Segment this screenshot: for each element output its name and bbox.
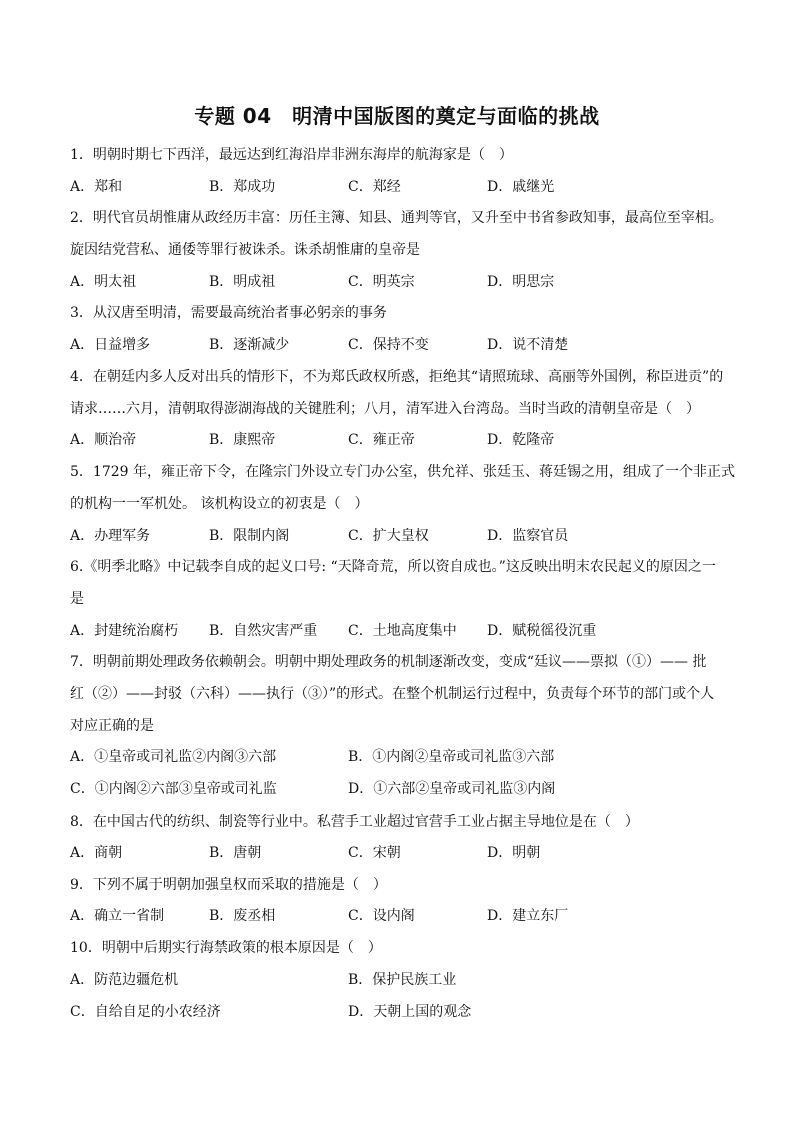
question-10-option-a: A．防范边疆危机: [70, 972, 179, 988]
question-7-stem-line-1: 7．明朝前期处理政务依赖朝会。明朝中期处理政务的机制逐渐改变，变成“廷议——票拟（①）—— 批: [70, 654, 707, 670]
question-3-stem: 3．从汉唐至明清，需要最高统治者事必躬亲的事务: [70, 305, 387, 321]
question-7-option-a: A．①皇帝或司礼监②内阁③六部: [70, 749, 277, 765]
question-8-option-a: A．商朝: [70, 845, 123, 861]
question-3-option-d: D．说不清楚: [487, 337, 569, 353]
question-1-option-c: C．郑经: [348, 179, 401, 195]
question-4-stem-line-2: 请求……六月，清朝取得澎湖海战的关键胜利；八月，清军进入台湾岛。当时当政的清朝皇帝是（ ）: [70, 401, 700, 417]
question-9-option-d: D．建立东厂: [487, 908, 569, 924]
question-4-option-d: D．乾隆帝: [487, 432, 555, 448]
question-3-option-c: C．保持不变: [348, 337, 429, 353]
question-9-option-b: B．废丞相: [209, 908, 276, 924]
question-9-stem: 9．下列不属于明朝加强皇权而采取的措施是（ ）: [70, 877, 387, 893]
question-6-option-d: D．赋税徭役沉重: [487, 623, 597, 639]
question-7-stem-line-3: 对应正确的是: [70, 718, 154, 734]
question-10-option-c: C．自给自足的小农经济: [70, 1004, 221, 1020]
question-10-option-b: B．保护民族工业: [348, 972, 457, 988]
question-2-option-b: B．明成祖: [209, 274, 276, 290]
question-7-stem-line-2: 红（②）——封驳（六科）——执行（③）”的形式。在整个机制运行过程中，负责每个环节的部门或个人: [70, 686, 715, 702]
question-2-option-a: A．明太祖: [70, 274, 137, 290]
question-8-option-d: D．明朝: [487, 845, 541, 861]
question-1-stem: 1．明朝时期七下西洋，最远达到红海沿岸非洲东海岸的航海家是（ ）: [70, 147, 513, 163]
question-4-option-a: A．顺治帝: [70, 432, 137, 448]
question-9-option-c: C．设内阁: [348, 908, 415, 924]
question-8-option-b: B．唐朝: [209, 845, 262, 861]
page-title: 专题 04 明清中国版图的奠定与面临的挑战: [194, 104, 600, 128]
question-5-option-a: A．办理军务: [70, 528, 151, 544]
question-7-option-d: D．①六部②皇帝或司礼监③内阁: [348, 781, 556, 797]
question-2-stem-line-2: 旋因结党营私、通倭等罪行被诛杀。诛杀胡惟庸的皇帝是: [70, 242, 420, 258]
question-6-option-b: B．自然灾害严重: [209, 623, 318, 639]
question-3-option-a: A．日益增多: [70, 337, 151, 353]
question-5-option-c: C．扩大皇权: [348, 528, 429, 544]
question-6-stem-line-1: 6.《明季北略》中记载李自成的起义口号: “天降奇荒，所以资自成也。”这反映出明末农民起义的原因之一: [70, 559, 716, 575]
question-6-option-c: C．土地高度集中: [348, 623, 457, 639]
question-10-option-d: D．天朝上国的观念: [348, 1004, 472, 1020]
question-5-option-d: D．监察官员: [487, 528, 569, 544]
question-4-stem-line-1: 4．在朝廷内多人反对出兵的情形下，不为郑氏政权所惑，拒绝其“请照琉球、高丽等外国例，称臣进贡”的: [70, 369, 724, 385]
question-4-option-b: B．康熙帝: [209, 432, 276, 448]
question-5-stem-line-2: 的机构一一军机处。 该机构设立的初衷是（ ）: [70, 496, 369, 512]
question-8-option-c: C．宋朝: [348, 845, 401, 861]
question-6-stem-line-2: 是: [70, 591, 84, 607]
question-9-option-a: A．确立一省制: [70, 908, 165, 924]
question-3-option-b: B．逐渐减少: [209, 337, 290, 353]
question-2-stem-line-1: 2．明代官员胡惟庸从政经历丰富：历任主簿、知县、通判等官，又升至中书省参政知事，最高位至宰相。: [70, 210, 723, 226]
question-5-option-b: B．限制内阁: [209, 528, 290, 544]
question-2-option-d: D．明思宗: [487, 274, 555, 290]
question-1-option-d: D．戚继光: [487, 179, 555, 195]
question-1-option-a: A．郑和: [70, 179, 123, 195]
question-2-option-c: C．明英宗: [348, 274, 415, 290]
question-5-stem-line-1: 5．1729 年，雍正帝下令，在隆宗门外设立专门办公室，供允祥、张廷玉、蒋廷锡之用，组成了一个非正式: [70, 464, 735, 480]
question-7-option-b: B．①内阁②皇帝或司礼监③六部: [348, 749, 555, 765]
question-4-option-c: C．雍正帝: [348, 432, 415, 448]
question-7-option-c: C．①内阁②六部③皇帝或司礼监: [70, 781, 277, 797]
question-10-stem: 10．明朝中后期实行海禁政策的根本原因是（ ）: [70, 940, 382, 956]
question-1-option-b: B．郑成功: [209, 179, 276, 195]
question-6-option-a: A．封建统治腐朽: [70, 623, 179, 639]
question-8-stem: 8．在中国古代的纺织、制瓷等行业中。私营手工业超过官营手工业占据主导地位是在（ ）: [70, 814, 639, 830]
